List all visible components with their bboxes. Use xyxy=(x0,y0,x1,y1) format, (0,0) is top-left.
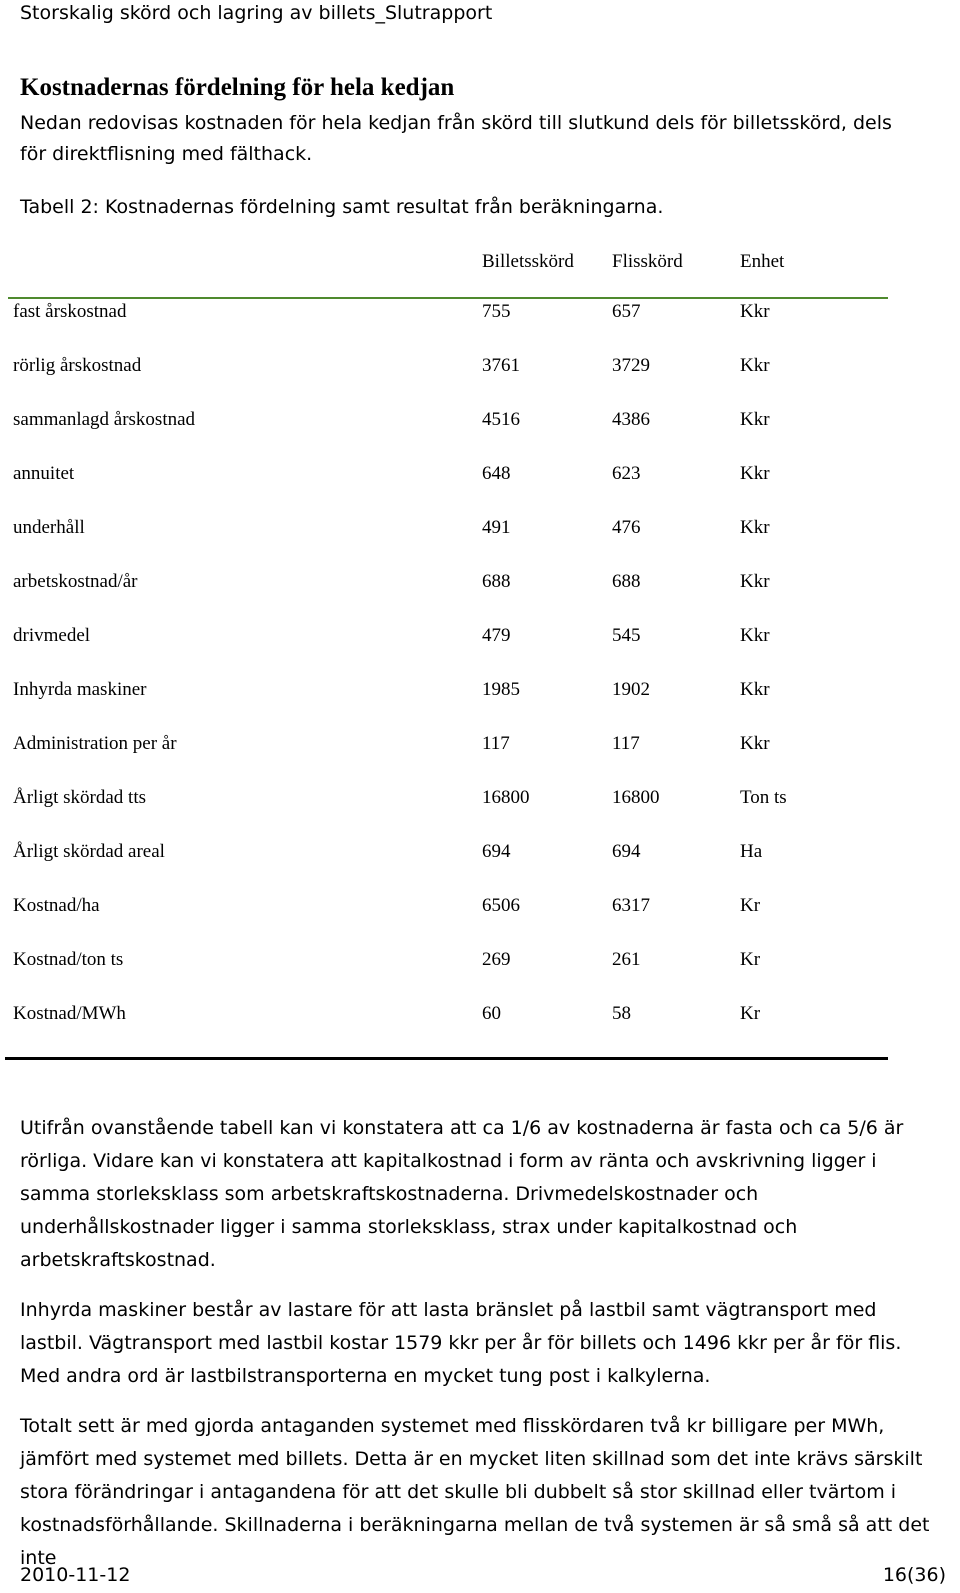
row-flis: 3729 xyxy=(612,355,650,376)
row-flis: 6317 xyxy=(612,895,650,916)
row-billets: 648 xyxy=(482,463,511,484)
row-billets: 755 xyxy=(482,301,511,322)
header-flis: Flisskörd xyxy=(612,251,683,272)
table-row xyxy=(0,352,890,406)
paragraph: Utifrån ovanstående tabell kan vi konstatera att ca 1/6 av kostnaderna är fasta och ca 5/6 är rörliga. Vidare kan vi konstatera att kapitalkostnad i form av ränta och avskrivning ligger i samma storleksklass som arbetskraftskostnaderna. Drivmedelskostnader och underhållskostnader ligger i samma storleksklass, strax under kapitalkostnad och arbetskraftskostnad. xyxy=(20,1117,904,1271)
table-header-row xyxy=(0,248,890,298)
row-billets: 6506 xyxy=(482,895,520,916)
table-body xyxy=(0,298,890,1054)
row-label: Inhyrda maskiner xyxy=(13,679,147,700)
row-flis: 688 xyxy=(612,571,641,592)
table-row xyxy=(0,946,890,1000)
table-row xyxy=(0,676,890,730)
row-unit: Kr xyxy=(740,895,761,916)
section-title: Kostnadernas fördelning för hela kedjan xyxy=(20,74,455,101)
row-unit: Ha xyxy=(740,841,763,862)
row-label: Kostnad/ha xyxy=(13,895,100,916)
table-caption: Tabell 2: Kostnadernas fördelning samt resultat från beräkningarna. xyxy=(20,196,664,218)
table-row xyxy=(0,298,890,352)
table-row xyxy=(0,622,890,676)
row-label: Årligt skördad areal xyxy=(13,841,165,862)
row-label: annuitet xyxy=(13,463,75,484)
row-flis: 476 xyxy=(612,517,641,538)
intro-paragraph: Nedan redovisas kostnaden för hela kedjan från skörd till slutkund dels för billetsskörd, dels för direktflisning med fälthack. xyxy=(20,112,892,165)
table-row xyxy=(0,568,890,622)
row-label: Administration per år xyxy=(13,733,177,754)
paragraph: Inhyrda maskiner består av lastare för att lasta bränslet på lastbil samt vägtransport med lastbil. Vägtransport med lastbil kostar 1579 kkr per år för billets och 1496 kkr per år för flis. Med andra ord är lastbilstransporterna en mycket tung post i kalkylerna. xyxy=(20,1299,902,1387)
row-billets: 688 xyxy=(482,571,511,592)
row-flis: 657 xyxy=(612,301,641,322)
row-unit: Kkr xyxy=(740,409,770,430)
row-flis: 261 xyxy=(612,949,641,970)
row-flis: 694 xyxy=(612,841,641,862)
row-billets: 4516 xyxy=(482,409,520,430)
row-label: Årligt skördad tts xyxy=(13,787,146,808)
row-flis: 117 xyxy=(612,733,640,754)
row-unit: Kkr xyxy=(740,355,770,376)
table-bottom-rule xyxy=(5,1057,888,1060)
running-header: Storskalig skörd och lagring av billets_Slutrapport xyxy=(20,2,493,24)
row-label: arbetskostnad/år xyxy=(13,571,138,592)
cost-table xyxy=(0,248,890,1054)
row-billets: 694 xyxy=(482,841,511,862)
row-billets: 16800 xyxy=(482,787,530,808)
row-flis: 4386 xyxy=(612,409,650,430)
row-billets: 491 xyxy=(482,517,511,538)
row-label: fast årskostnad xyxy=(13,301,127,322)
table-row xyxy=(0,892,890,946)
row-label: rörlig årskostnad xyxy=(13,355,142,376)
table-row xyxy=(0,838,890,892)
row-billets: 479 xyxy=(482,625,511,646)
paragraph: Totalt sett är med gjorda antaganden systemet med flisskördaren två kr billigare per MWh, jämfört med systemet med billets. Detta är en mycket liten skillnad som det inte krävs särskilt stora förändringar i antagandena för att det skulle bli dubbelt så stor skillnad eller tvärtom i kostnadsförhållande. Skillnaderna i beräkningarna mellan de två systemen är så små så att det inte xyxy=(20,1415,930,1569)
row-unit: Kkr xyxy=(740,463,770,484)
row-flis: 1902 xyxy=(612,679,650,700)
row-unit: Kkr xyxy=(740,301,770,322)
row-label: Kostnad/MWh xyxy=(13,1003,126,1024)
table-top-rule xyxy=(8,297,888,299)
row-billets: 1985 xyxy=(482,679,520,700)
body-text xyxy=(20,1112,945,1592)
row-unit: Kkr xyxy=(740,517,770,538)
row-billets: 3761 xyxy=(482,355,520,376)
row-flis: 545 xyxy=(612,625,641,646)
row-unit: Kkr xyxy=(740,679,770,700)
row-unit: Ton ts xyxy=(740,787,787,808)
row-billets: 269 xyxy=(482,949,511,970)
row-flis: 58 xyxy=(612,1003,631,1024)
footer-page-number: 16(36) xyxy=(882,1564,946,1586)
footer-date: 2010-11-12 xyxy=(20,1564,131,1586)
header-unit: Enhet xyxy=(740,251,785,272)
row-billets: 60 xyxy=(482,1003,501,1024)
row-flis: 16800 xyxy=(612,787,660,808)
row-unit: Kkr xyxy=(740,625,770,646)
table-row xyxy=(0,406,890,460)
row-unit: Kr xyxy=(740,1003,761,1024)
row-label: sammanlagd årskostnad xyxy=(13,409,196,430)
row-unit: Kr xyxy=(740,949,761,970)
row-billets: 117 xyxy=(482,733,510,754)
table-row xyxy=(0,1000,890,1054)
table-row xyxy=(0,730,890,784)
row-label: drivmedel xyxy=(13,625,91,646)
table-row xyxy=(0,460,890,514)
row-unit: Kkr xyxy=(740,733,770,754)
row-unit: Kkr xyxy=(740,571,770,592)
table-row xyxy=(0,784,890,838)
row-label: Kostnad/ton ts xyxy=(13,949,124,970)
row-label: underhåll xyxy=(13,517,85,538)
table-row xyxy=(0,514,890,568)
row-flis: 623 xyxy=(612,463,641,484)
header-billets: Billetsskörd xyxy=(482,251,574,272)
